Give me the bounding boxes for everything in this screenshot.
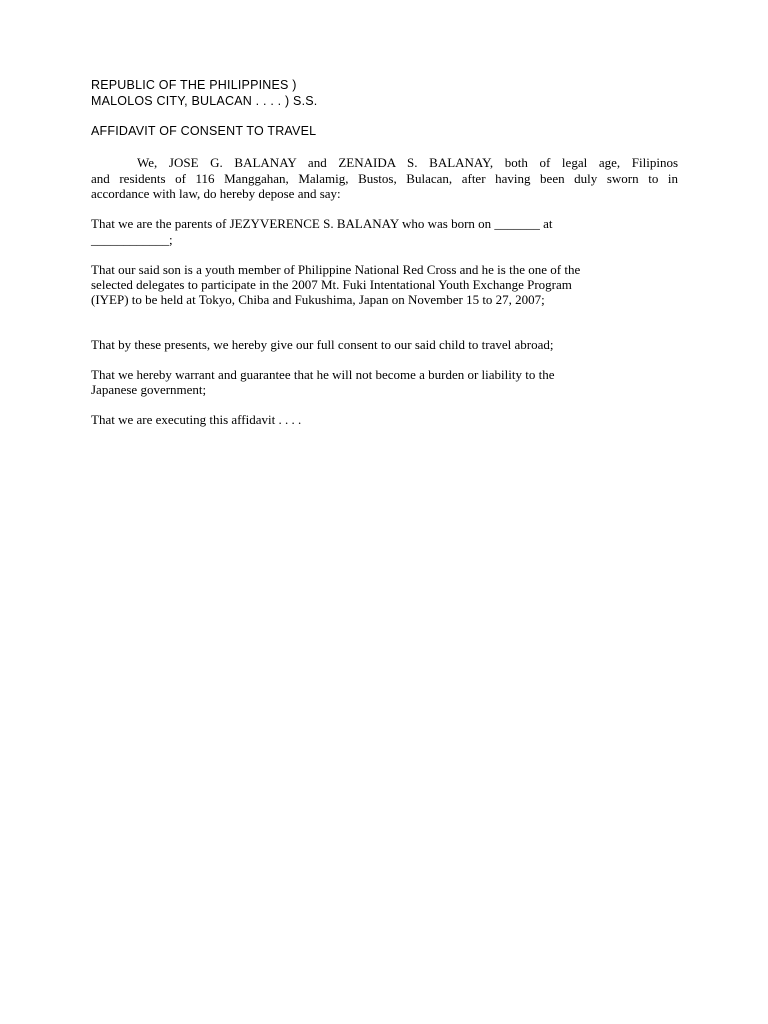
paragraph-2-line-2: selected delegates to participate in the 2007 Mt. Fuki Intentational Youth Exchange Program <box>91 277 572 292</box>
paragraph-4-line-1: That we hereby warrant and guarantee that he will not become a burden or liability to the <box>91 367 555 382</box>
paragraph-5-line-1: That we are executing this affidavit . . . . <box>91 412 302 427</box>
paragraph-4-line-2: Japanese government; <box>91 382 207 397</box>
header-line-2: MALOLOS CITY, BULACAN . . . . ) S.S. <box>91 94 318 108</box>
intro-line-2: and residents of 116 Manggahan, Malamig, Bustos, Bulacan, after having been duly sworn to in <box>91 171 678 186</box>
paragraph-2-line-1: That our said son is a youth member of Philippine National Red Cross and he is the one of the <box>91 262 581 277</box>
paragraph-1-line-1: That we are the parents of JEZYVERENCE S. BALANAY who was born on _______ at <box>91 216 553 231</box>
intro-line-3: accordance with law, do hereby depose and say: <box>91 186 341 201</box>
header-line-1: REPUBLIC OF THE PHILIPPINES ) <box>91 78 297 92</box>
paragraph-3-line-1: That by these presents, we hereby give our full consent to our said child to travel abroad; <box>91 337 554 352</box>
paragraph-2-line-3: (IYEP) to be held at Tokyo, Chiba and Fukushima, Japan on November 15 to 27, 2007; <box>91 292 545 307</box>
document-title: AFFIDAVIT OF CONSENT TO TRAVEL <box>91 124 317 138</box>
intro-line-1: We, JOSE G. BALANAY and ZENAIDA S. BALANAY, both of legal age, Filipinos <box>137 155 678 170</box>
paragraph-1-line-2: ____________; <box>91 232 173 247</box>
